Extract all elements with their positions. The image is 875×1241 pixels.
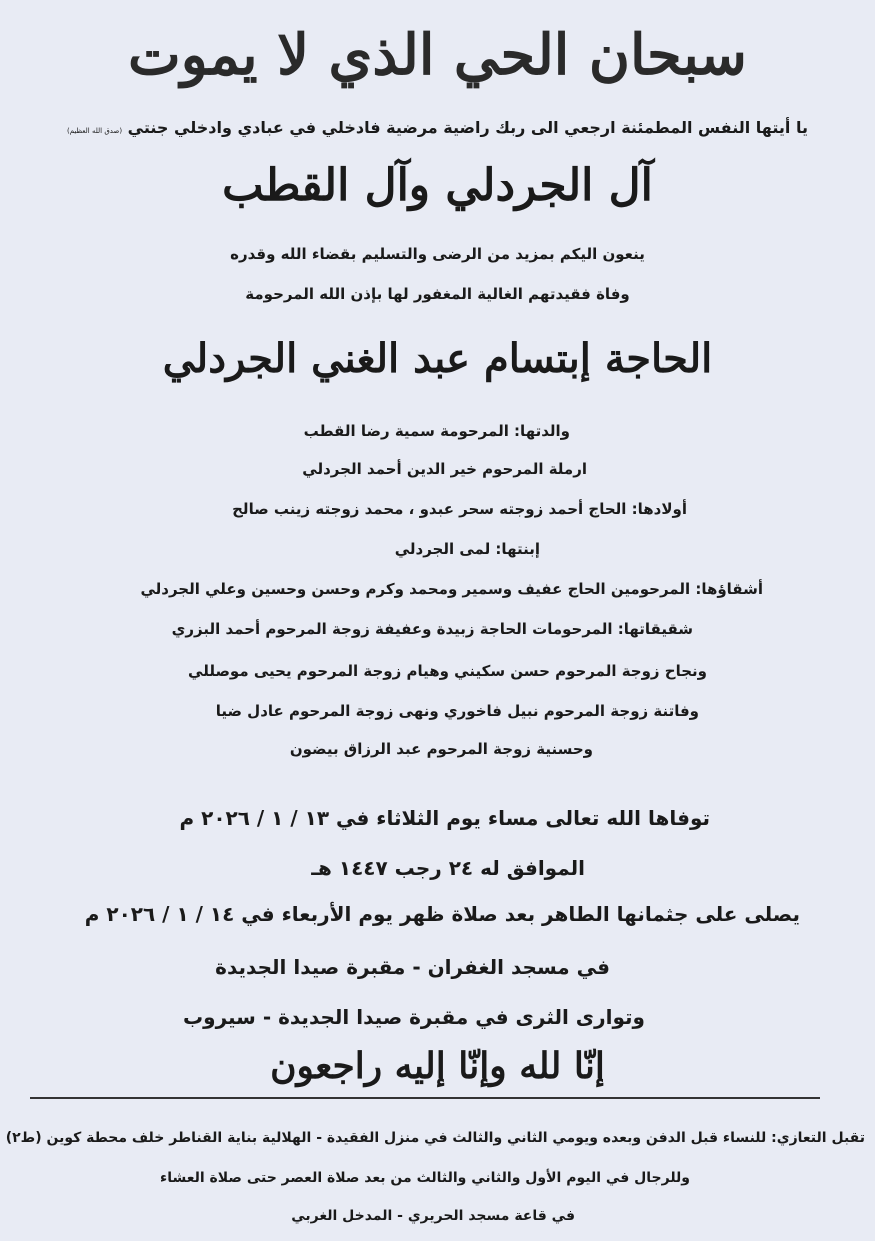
relative-line: أشقاؤها: المرحومين الحاج عفيف وسمير ومحمد وكرم وحسن وحسين وعلي الجردلي: [140, 580, 763, 598]
relative-line: وفاتنة زوجة المرحوم نبيل فاخوري ونهى زوجة المرحوم عادل ضيا: [215, 702, 699, 720]
relative-line: وحسنية زوجة المرحوم عبد الرزاق بيضون: [289, 740, 593, 758]
verse-text: يا أيتها النفس المطمئنة ارجعي الى ربك راضية مرضية فادخلي في عبادي وادخلي جنتي: [127, 118, 808, 137]
hijri-date-line: الموافق له ٢٤ رجب ١٤٤٧ هـ: [311, 856, 585, 880]
condolence-line: في قاعة مسجد الحريري - المدخل الغربي: [291, 1208, 575, 1224]
quran-verse: [0, 118, 875, 137]
relative-line: شقيقاتها: المرحومات الحاجة زبيدة وعفيفة زوجة المرحوم أحمد البزري: [171, 620, 693, 638]
relative-line: والدتها: المرحومة سمية رضا القطب: [303, 422, 570, 440]
death-date-line: توفاها الله تعالى مساء يوم الثلاثاء في ١٣ / ١ / ٢٠٢٦ م: [179, 806, 710, 830]
deceased-name: الحاجة إبتسام عبد الغني الجردلي: [162, 335, 713, 382]
verse-citation: (صدق الله العظيم): [67, 127, 123, 135]
condolence-line: تقبل التعازي: للنساء قبل الدفن وبعده ويومي الثاني والثالث في منزل الفقيدة - الهلالية بناية القناطر خلف محطة كوين (ط٢): [5, 1130, 865, 1146]
relative-line: ونجاح زوجة المرحوم حسن سكيني وهيام زوجة المرحوم يحيى موصللي: [188, 662, 707, 680]
condolence-line: وللرجال في اليوم الأول والثاني والثالث من بعد صلاة العصر حتى صلاة العشاء: [160, 1170, 690, 1186]
header-calligraphy: سبحان الحي الذي لا يموت: [128, 22, 747, 88]
final-phrase: إنّا لله وإنّا إليه راجعون: [270, 1045, 605, 1087]
mourning-line-1: ينعون اليكم بمزيد من الرضى والتسليم بقضاء الله وقدره: [230, 245, 645, 263]
burial-line: وتوارى الثرى في مقبرة صيدا الجديدة - سيروب: [183, 1005, 645, 1029]
mourning-line-2: وفاة فقيدتهم الغالية المغفور لها بإذن الله المرحومة: [245, 285, 630, 303]
families-title: آل الجردلي وآل القطب: [222, 160, 653, 211]
funeral-prayer-line: يصلى على جثمانها الطاهر بعد صلاة ظهر يوم الأربعاء في ١٤ / ١ / ٢٠٢٦ م: [84, 902, 800, 926]
mosque-line: في مسجد الغفران - مقبرة صيدا الجديدة: [215, 955, 610, 979]
relative-line: ارملة المرحوم خير الدين أحمد الجردلي: [302, 460, 587, 478]
relative-line: إبنتها: لمى الجردلي: [394, 540, 540, 558]
divider-line: [30, 1097, 820, 1099]
relative-line: أولادها: الحاج أحمد زوجته سحر عبدو ، محمد زوجته زينب صالح: [232, 500, 687, 518]
